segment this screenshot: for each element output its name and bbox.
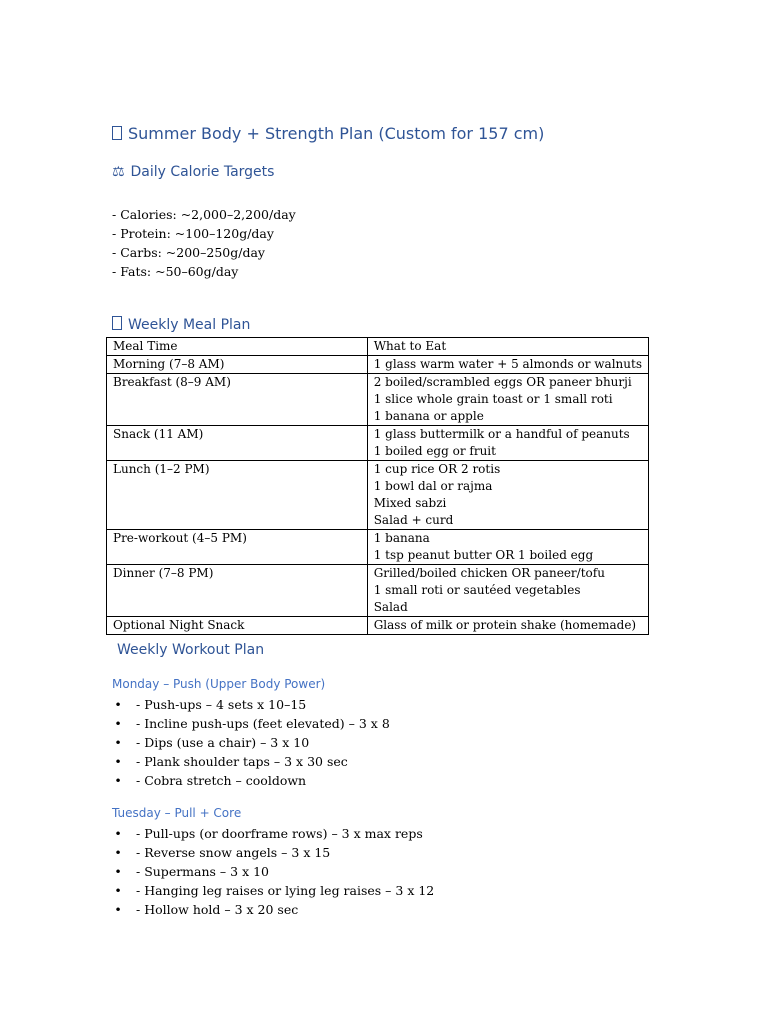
calorie-target-item: - Calories: ~2,000–2,200/day xyxy=(112,207,296,222)
meal-time-cell: Snack (11 AM) xyxy=(107,426,368,461)
table-row xyxy=(107,617,649,635)
exercise-text: - Incline push-ups (feet elevated) – 3 x 8 xyxy=(136,716,390,731)
exercise-text: - Plank shoulder taps – 3 x 30 sec xyxy=(136,754,348,769)
day-heading-monday: Monday – Push (Upper Body Power) xyxy=(112,677,326,691)
meal-time-cell: Dinner (7–8 PM) xyxy=(107,565,368,617)
list-item xyxy=(112,733,390,752)
table-header-row xyxy=(107,338,649,356)
calorie-target-item: - Protein: ~100–120g/day xyxy=(112,226,274,241)
meal-food-cell xyxy=(367,356,648,374)
meal-time-cell: Morning (7–8 AM) xyxy=(107,356,368,374)
bullet-icon: • xyxy=(114,826,122,841)
exercise-text: - Pull-ups (or doorframe rows) – 3 x max reps xyxy=(136,826,423,841)
exercise-text: - Dips (use a chair) – 3 x 10 xyxy=(136,735,310,750)
meal-food-line: Mixed sabzi xyxy=(373,496,447,510)
bullet-icon: • xyxy=(114,735,122,750)
meal-food-line: Grilled/boiled chicken OR paneer/tofu xyxy=(373,566,605,580)
meal-food-line: 1 glass buttermilk or a handful of peanuts xyxy=(373,427,630,441)
calorie-target-item: - Carbs: ~200–250g/day xyxy=(112,245,265,260)
meal-plan-table xyxy=(106,337,649,635)
meal-food-line: Salad + curd xyxy=(373,513,454,527)
meal-food-line: Glass of milk or protein shake (homemade) xyxy=(373,618,637,632)
meal-time-cell: Breakfast (8–9 AM) xyxy=(107,374,368,426)
table-row xyxy=(107,374,649,426)
meal-food-cell xyxy=(367,530,648,565)
table-header-cell: Meal Time xyxy=(107,338,368,356)
day-heading-tuesday: Tuesday – Pull + Core xyxy=(112,806,242,820)
bullet-icon: • xyxy=(114,773,122,788)
table-row xyxy=(107,461,649,530)
meal-time-cell: Lunch (1–2 PM) xyxy=(107,461,368,530)
list-item xyxy=(112,771,390,790)
page-title xyxy=(112,124,544,143)
meal-time-cell: Optional Night Snack xyxy=(107,617,368,635)
meal-food-cell xyxy=(367,565,648,617)
meal-food-line: 2 boiled/scrambled eggs OR paneer bhurji xyxy=(373,375,632,389)
list-item xyxy=(112,900,434,919)
meal-heading-text: Weekly Meal Plan xyxy=(128,317,251,333)
meal-food-line: 1 bowl dal or rajma xyxy=(373,479,493,493)
missing-glyph-icon xyxy=(112,316,122,330)
bullet-icon: • xyxy=(114,716,122,731)
exercise-text: - Push-ups – 4 sets x 10–15 xyxy=(136,697,307,712)
calorie-target-list xyxy=(112,205,296,281)
list-item xyxy=(112,881,434,900)
table-row xyxy=(107,356,649,374)
list-item xyxy=(112,752,390,771)
bullet-icon: • xyxy=(114,902,122,917)
bullet-icon: • xyxy=(114,883,122,898)
bullet-icon: • xyxy=(114,864,122,879)
scales-icon: ⚖ xyxy=(112,164,125,180)
meal-food-line: 1 cup rice OR 2 rotis xyxy=(373,462,501,476)
meal-food-cell xyxy=(367,461,648,530)
meal-food-line: 1 slice whole grain toast or 1 small roti xyxy=(373,392,613,406)
meal-food-cell xyxy=(367,617,648,635)
list-item xyxy=(112,843,434,862)
meal-heading xyxy=(112,316,250,333)
list-item xyxy=(112,695,390,714)
bullet-icon: • xyxy=(114,697,122,712)
missing-glyph-icon xyxy=(112,126,122,140)
meal-food-line: 1 glass warm water + 5 almonds or walnuts xyxy=(373,357,642,371)
exercise-text: - Supermans – 3 x 10 xyxy=(136,864,270,879)
calorie-target-item: - Fats: ~50–60g/day xyxy=(112,264,239,279)
workout-heading: Weekly Workout Plan xyxy=(117,642,265,658)
exercise-text: - Hanging leg raises or lying leg raises – 3 x 12 xyxy=(136,883,435,898)
bullet-icon: • xyxy=(114,845,122,860)
calorie-heading-text: Daily Calorie Targets xyxy=(130,164,275,180)
page-title-text: Summer Body + Strength Plan (Custom for 157 cm) xyxy=(128,124,545,143)
meal-food-line: Salad xyxy=(373,600,408,614)
meal-food-line: 1 boiled egg or fruit xyxy=(373,444,496,458)
calorie-heading xyxy=(112,164,274,180)
meal-food-cell xyxy=(367,374,648,426)
table-header-cell: What to Eat xyxy=(367,338,648,356)
meal-food-line: 1 banana xyxy=(373,531,430,545)
exercise-text: - Hollow hold – 3 x 20 sec xyxy=(136,902,299,917)
list-item xyxy=(112,714,390,733)
tuesday-exercise-list xyxy=(112,824,434,919)
meal-time-cell: Pre-workout (4–5 PM) xyxy=(107,530,368,565)
table-row xyxy=(107,426,649,461)
meal-food-line: 1 small roti or sautéed vegetables xyxy=(373,583,581,597)
list-item xyxy=(112,824,434,843)
monday-exercise-list xyxy=(112,695,390,790)
table-row xyxy=(107,530,649,565)
meal-food-cell xyxy=(367,426,648,461)
list-item xyxy=(112,862,434,881)
exercise-text: - Reverse snow angels – 3 x 15 xyxy=(136,845,331,860)
table-row xyxy=(107,565,649,617)
exercise-text: - Cobra stretch – cooldown xyxy=(136,773,307,788)
meal-food-line: 1 banana or apple xyxy=(373,409,484,423)
meal-food-line: 1 tsp peanut butter OR 1 boiled egg xyxy=(373,548,594,562)
bullet-icon: • xyxy=(114,754,122,769)
